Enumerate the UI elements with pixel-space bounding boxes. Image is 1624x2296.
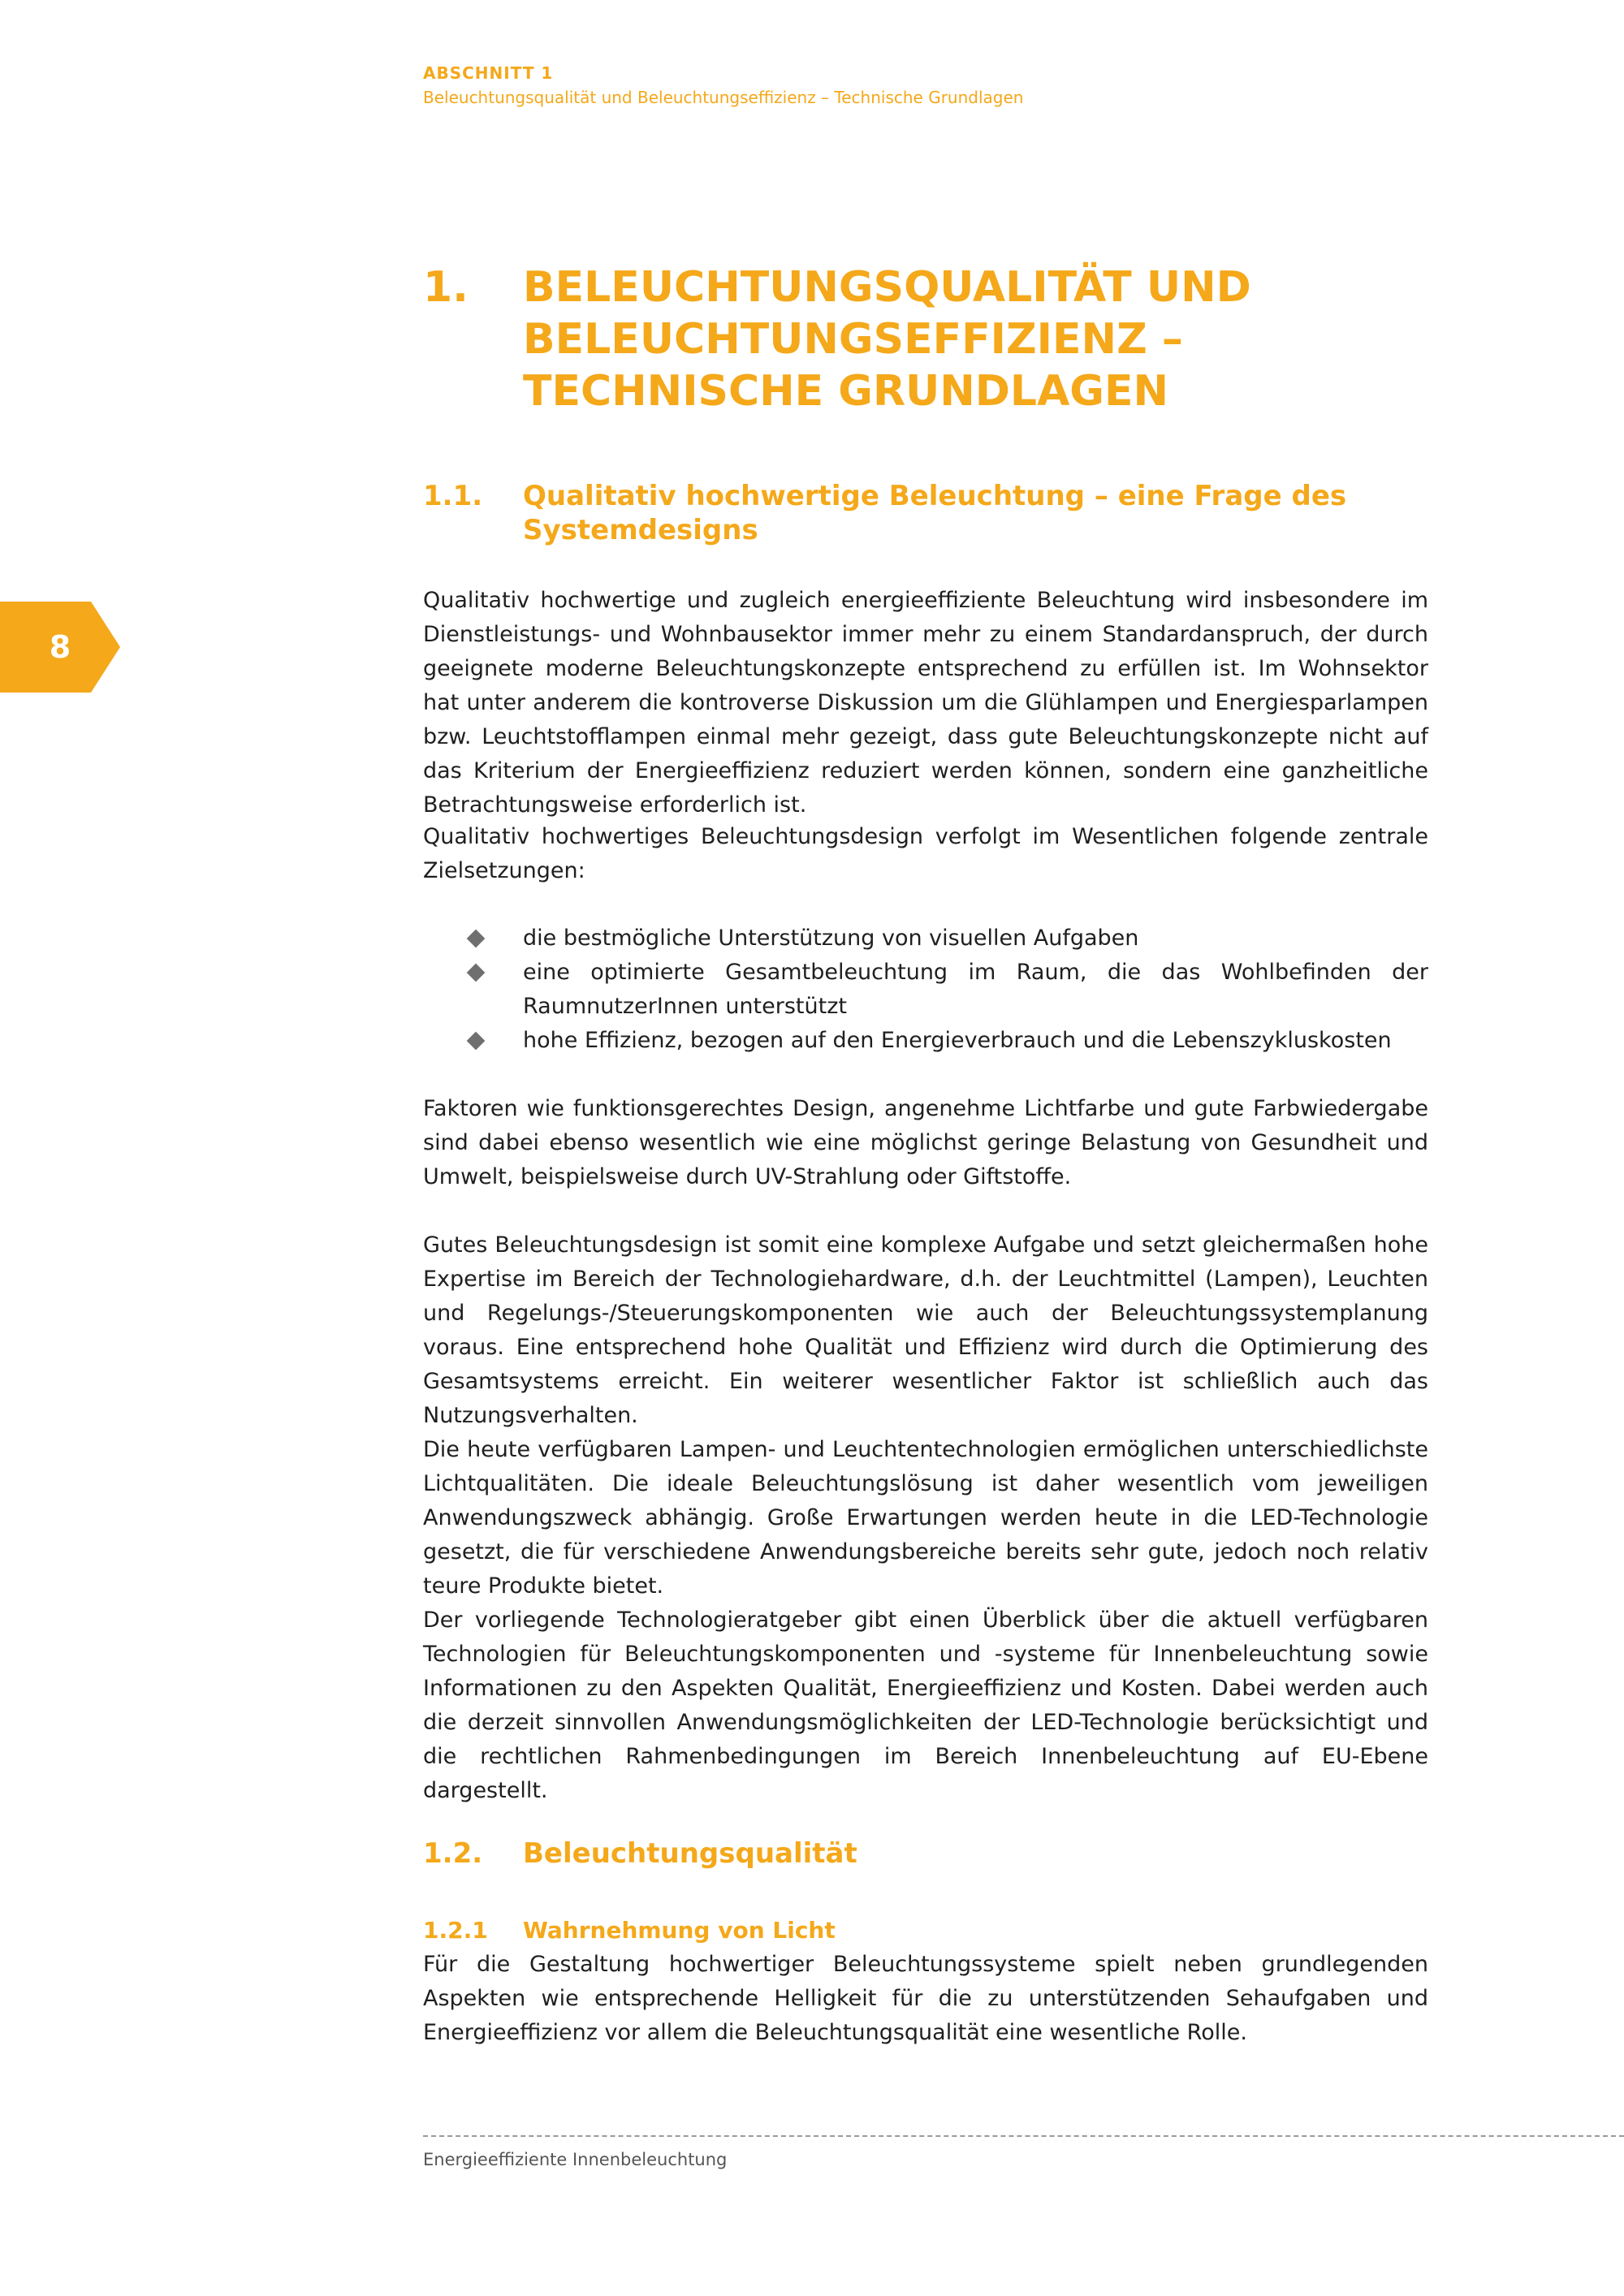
section-number: 1.2. xyxy=(423,1837,483,1870)
goals-list xyxy=(423,921,1428,1058)
chapter-title: BELEUCHTUNGSQUALITÄT UND BELEUCHTUNGSEFFIZIENZ – TECHNISCHE GRUNDLAGEN xyxy=(523,263,1251,416)
paragraph: Qualitativ hochwertige und zugleich energieeffiziente Beleuchtung wird insbesondere im Dienstleistungs- und Wohnbausektor immer mehr zu einem Standardanspruch, der durch geeignete moderne Beleuchtungskonzepte entsprechend zu erfüllen ist. Im Wohnsektor hat unter anderem die kontroverse Diskussion um die Glühlampen und Energiesparlampen bzw. Leuchtstofflampen einmal mehr gezeigt, dass gute Beleuchtungskonzepte nicht auf das Kriterium der Energieeffizienz reduziert werden können, sondern eine ganzheitliche Betrachtungsweise erforderlich ist. xyxy=(423,588,1428,818)
running-header xyxy=(423,61,1023,110)
page-number-tab xyxy=(0,602,120,693)
footer-divider xyxy=(423,2135,1624,2137)
paragraph: Faktoren wie funktionsgerechtes Design, angenehme Lichtfarbe und gute Farbwiedergabe sind dabei ebenso wesentlich wie eine möglichst geringe Belastung von Gesundheit und Umwelt, beispielsweise durch UV-Strahlung oder Giftstoffe. xyxy=(423,1096,1428,1189)
paragraph: Der vorliegende Technologieratgeber gibt einen Überblick über die aktuell verfügbaren Technologien für Beleuchtungskomponenten und -systeme für Innenbeleuchtung sowie Informationen zu den Aspekten Qualität, Energieeffizienz und Kosten. Dabei werden auch die derzeit sinnvollen Anwendungsmöglichkeiten der LED-Technologie berücksichtigt und die rechtlichen Rahmenbedingungen im Bereich Innenbeleuchtung auf EU-Ebene dargestellt. xyxy=(423,1608,1428,1803)
paragraph: Gutes Beleuchtungsdesign ist somit eine komplexe Aufgabe und setzt gleichermaßen hohe Expertise im Bereich der Technologiehardware, d.h. der Leuchtmittel (Lampen), Leuchten und Regelungs-/Steuerungskomponenten wie auch der Beleuchtungssystemplanung voraus. Eine entsprechend hohe Qualität und Effizienz wird durch die Optimierung des Gesamtsystems erreicht. Ein weiterer wesentlicher Faktor ist schließlich auch das Nutzungsverhalten. xyxy=(423,1232,1428,1428)
paragraph: Qualitativ hochwertiges Beleuchtungsdesign verfolgt im Wesentlichen folgende zentrale Zielsetzungen: xyxy=(423,824,1428,883)
list-item: hohe Effizienz, bezogen auf den Energieverbrauch und die Lebenszykluskosten xyxy=(423,1024,1428,1058)
list-item: die bestmögliche Unterstützung von visuellen Aufgaben xyxy=(423,921,1428,956)
diamond-bullet-icon xyxy=(467,1032,486,1051)
paragraph: Für die Gestaltung hochwertiger Beleuchtungssysteme spielt neben grundlegenden Aspekten wie entsprechende Helligkeit für die zu unterstützenden Sehaufgaben und Energieeffizienz vor allem die Beleuchtungsqualität eine wesentliche Rolle. xyxy=(423,1952,1428,2045)
chapter-number: 1. xyxy=(423,263,469,312)
section-title: Qualitativ hochwertige Beleuchtung – eine Frage des Systemdesigns xyxy=(523,480,1347,546)
subsection-title: Wahrnehmung von Licht xyxy=(523,1917,836,1944)
diamond-bullet-icon xyxy=(467,964,486,982)
diamond-bullet-icon xyxy=(467,930,486,948)
subsection-number: 1.2.1 xyxy=(423,1917,488,1944)
header-subtitle: Beleuchtungsqualität und Beleuchtungseffizienz – Technische Grundlagen xyxy=(423,88,1024,107)
section-title: Beleuchtungsqualität xyxy=(523,1837,857,1870)
page-number: 8 xyxy=(49,629,71,665)
footer-title: Energieeffiziente Innenbeleuchtung xyxy=(423,2150,728,2169)
list-item: eine optimierte Gesamtbeleuchtung im Raum, die das Wohlbefinden der RaumnutzerInnen unterstützt xyxy=(423,956,1428,1024)
section-label: ABSCHNITT 1 xyxy=(423,63,554,83)
paragraph: Die heute verfügbaren Lampen- und Leuchtentechnologien ermöglichen unterschiedlichste Lichtqualitäten. Die ideale Beleuchtungslösung ist daher wesentlich vom jeweiligen Anwendungszweck abhängig. Große Erwartungen werden heute in die LED-Technologie gesetzt, die für verschiedene Anwendungsbereiche bereits sehr gute, jedoch noch relativ teure Produkte bietet. xyxy=(423,1437,1428,1599)
section-number: 1.1. xyxy=(423,480,483,512)
